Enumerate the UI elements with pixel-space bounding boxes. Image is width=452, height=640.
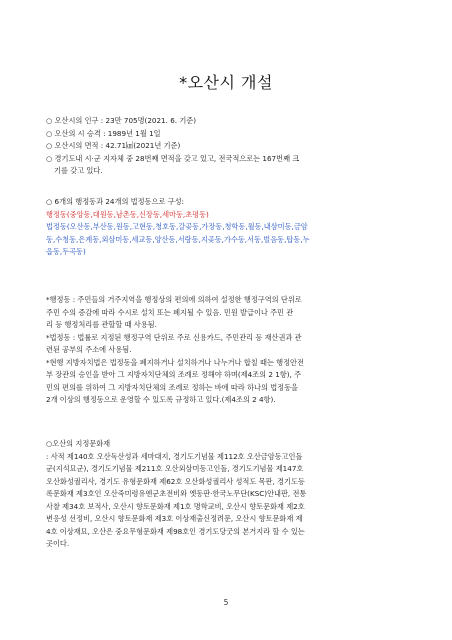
definition-line: 민의 편의를 위하여 그 지방자치단체의 조례로 정하는 바에 따라 하나의 법정동을 — [46, 382, 298, 392]
definition-line: 주민 수의 증감에 따라 수시로 설치 또는 폐지될 수 있음. 민원 발급이나 주민 관 — [46, 307, 294, 317]
city-promotion-line: ○ 오산의 시 승격 : 1989년 1월 1일 — [46, 128, 161, 138]
definition-line: 련된 공부의 주소에 사용됨. — [46, 345, 132, 354]
definitions-block — [46, 294, 416, 407]
heritage-line: 변응성 선정비, 오산시 향토문화재 제3호 이상재출신정려문, 오산시 향토문화재 제 — [46, 514, 303, 523]
heritage-header: ○오산의 지정문화재 — [46, 439, 111, 448]
area-rank-line-cont: 기를 갖고 있다. — [54, 166, 103, 175]
dongs-header: ○ 6개의 행정동과 24개의 법정동으로 구성: — [46, 197, 184, 206]
definition-line: *현행 지방자치법은 법정동을 폐지하거나 설치하거나 나누거나 합칠 때는 행정안전 — [46, 357, 304, 367]
stats-block — [46, 115, 416, 178]
legal-dong-list-end: 읍동,두곡동) — [46, 247, 86, 256]
heritage-line: 곳이다. — [46, 539, 70, 548]
definition-line: *법정동 : 법률로 지정된 행정구역 단위로 주로 신용카드, 주민관리 등 재산권과 관 — [46, 332, 302, 342]
area-line: ○ 오산시의 면적 : 42.71㎢(2021년 기준) — [46, 141, 181, 150]
area-rank-line: ○ 경기도내 시·군 지자체 중 28번째 면적을 갖고 있고, 전국적으로는 167번째 크 — [46, 153, 300, 163]
page-number: 5 — [223, 598, 229, 607]
heritage-block — [46, 438, 416, 551]
definition-line: 2개 이상의 행정동으로 운영할 수 있도록 규정하고 있다.(제4조의 2 4항). — [46, 395, 276, 404]
heritage-line: 록문화재 제3호인 오산죽미령유엔군초전비와 옛동판·한국노무단(KSC)안내판, 전통 — [46, 489, 307, 498]
page-title: *오산시 개설 — [179, 73, 273, 92]
dongs-block — [46, 196, 416, 259]
heritage-line: 군(지석묘군), 경기도기념물 제211호 오산외삼미동고인돌, 경기도기념물 제147호 — [46, 464, 304, 473]
definition-line: 리 등 행정처리를 관할할 때 사용됨. — [46, 320, 157, 329]
admin-dong-list: 행정동(중앙동,대원동,남촌동,신장동,세마동,초평동) — [46, 209, 209, 219]
heritage-line: 사찰 제34호 보적사, 오산시 향토문화재 제1호 명학교비, 오산시 향토문화재 제2호 — [46, 501, 305, 511]
heritage-line: 오산화성궐리사, 경기도 유형문화재 제62호 오산화성궐리사 성적도 목판, 경기도등 — [46, 476, 305, 486]
definition-line: *행정동 : 주민들의 거주지역을 행정상의 편의에 의하여 설정한 행정구역의 단위로 — [46, 295, 302, 304]
population-line: ○ 오산시의 인구 : 23만 705명(2021. 6. 기준) — [46, 116, 197, 125]
definition-line: 부 장관의 승인을 받아 그 지방자치단체의 조례로 정해야 하며(제4조의 2 1항), 주 — [46, 370, 302, 379]
heritage-line: 4호 이상재묘, 오산은 중요무형문화재 제98호인 경기도당굿의 본거지라 할 수 있는 — [46, 526, 305, 536]
legal-dong-list-cont: 동,수청동,은계동,외삼미동,세교동,양산동,서랑동,지곶동,가수동,서동,벌음동,탑동,누 — [46, 234, 310, 244]
legal-dong-list: 법정동(오산동,부산동,원동,고현동,청호동,갈곶동,가장동,청학동,월동,내삼미동,금암 — [46, 222, 308, 231]
heritage-line: : 사적 제140호 오산독산성과 세마대지, 경기도기념물 제112호 오산금암동고인돌 — [46, 451, 303, 461]
